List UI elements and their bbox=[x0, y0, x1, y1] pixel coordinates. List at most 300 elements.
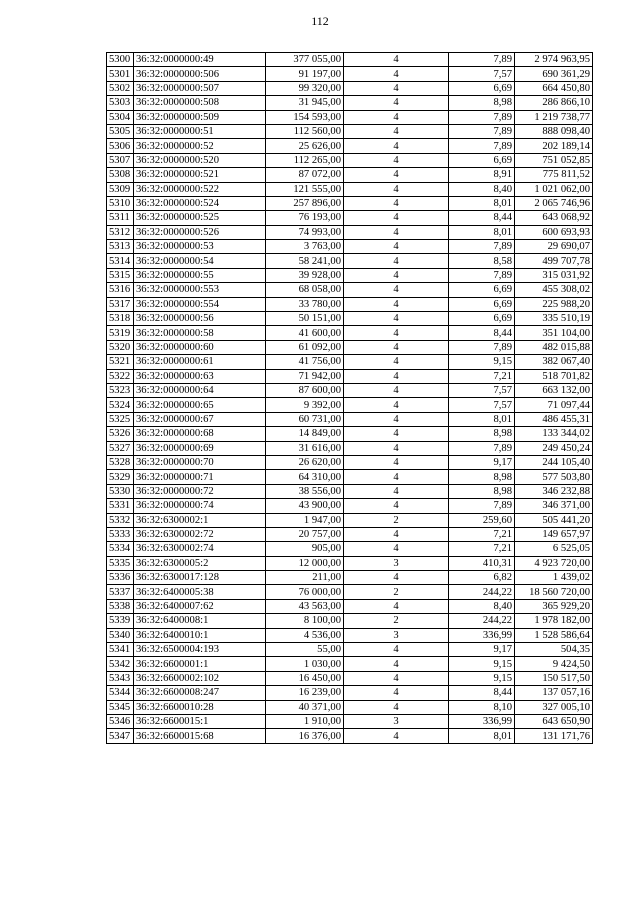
value-cell: 249 450,24 bbox=[515, 441, 593, 455]
row-number-cell: 5330 bbox=[107, 484, 134, 498]
value-cell: 775 811,52 bbox=[515, 168, 593, 182]
area-cell: 112 560,00 bbox=[266, 124, 344, 138]
table-row bbox=[107, 671, 593, 685]
rate-cell: 8,44 bbox=[449, 211, 515, 225]
table-row bbox=[107, 527, 593, 541]
cadastral-number-cell: 36:32:0000000:521 bbox=[134, 168, 266, 182]
group-cell: 4 bbox=[344, 355, 449, 369]
row-number-cell: 5312 bbox=[107, 225, 134, 239]
area-cell: 26 620,00 bbox=[266, 455, 344, 469]
value-cell: 499 707,78 bbox=[515, 254, 593, 268]
group-cell: 4 bbox=[344, 398, 449, 412]
rate-cell: 7,89 bbox=[449, 240, 515, 254]
row-number-cell: 5310 bbox=[107, 196, 134, 210]
row-number-cell: 5332 bbox=[107, 513, 134, 527]
cadastral-number-cell: 36:32:0000000:72 bbox=[134, 484, 266, 498]
area-cell: 257 896,00 bbox=[266, 196, 344, 210]
value-cell: 2 065 746,96 bbox=[515, 196, 593, 210]
rate-cell: 336,99 bbox=[449, 628, 515, 642]
cadastral-number-cell: 36:32:0000000:58 bbox=[134, 326, 266, 340]
table-row bbox=[107, 599, 593, 613]
table-row bbox=[107, 196, 593, 210]
cadastral-number-cell: 36:32:6600008:247 bbox=[134, 686, 266, 700]
area-cell: 1 910,00 bbox=[266, 714, 344, 728]
cadastral-number-cell: 36:32:0000000:65 bbox=[134, 398, 266, 412]
rate-cell: 6,69 bbox=[449, 297, 515, 311]
rate-cell: 8,01 bbox=[449, 225, 515, 239]
group-cell: 4 bbox=[344, 326, 449, 340]
table-row bbox=[107, 139, 593, 153]
group-cell: 2 bbox=[344, 585, 449, 599]
cadastral-number-cell: 36:32:6500004:193 bbox=[134, 643, 266, 657]
rate-cell: 7,57 bbox=[449, 383, 515, 397]
area-cell: 121 555,00 bbox=[266, 182, 344, 196]
value-cell: 663 132,00 bbox=[515, 383, 593, 397]
row-number-cell: 5327 bbox=[107, 441, 134, 455]
cadastral-number-cell: 36:32:0000000:522 bbox=[134, 182, 266, 196]
value-cell: 505 441,20 bbox=[515, 513, 593, 527]
group-cell: 4 bbox=[344, 499, 449, 513]
value-cell: 486 455,31 bbox=[515, 412, 593, 426]
cadastral-number-cell: 36:32:0000000:509 bbox=[134, 110, 266, 124]
value-cell: 4 923 720,00 bbox=[515, 556, 593, 570]
group-cell: 4 bbox=[344, 441, 449, 455]
rate-cell: 8,98 bbox=[449, 427, 515, 441]
row-number-cell: 5325 bbox=[107, 412, 134, 426]
rate-cell: 7,57 bbox=[449, 398, 515, 412]
value-cell: 9 424,50 bbox=[515, 657, 593, 671]
row-number-cell: 5304 bbox=[107, 110, 134, 124]
group-cell: 4 bbox=[344, 700, 449, 714]
group-cell: 4 bbox=[344, 312, 449, 326]
table-row bbox=[107, 312, 593, 326]
cadastral-number-cell: 36:32:0000000:508 bbox=[134, 96, 266, 110]
cadastral-number-cell: 36:32:6300002:1 bbox=[134, 513, 266, 527]
table-row bbox=[107, 340, 593, 354]
area-cell: 211,00 bbox=[266, 571, 344, 585]
cadastral-number-cell: 36:32:0000000:520 bbox=[134, 153, 266, 167]
table-row bbox=[107, 499, 593, 513]
value-cell: 1 021 062,00 bbox=[515, 182, 593, 196]
group-cell: 4 bbox=[344, 369, 449, 383]
table-row bbox=[107, 470, 593, 484]
cadastral-number-cell: 36:32:0000000:553 bbox=[134, 283, 266, 297]
rate-cell: 8,01 bbox=[449, 729, 515, 743]
cadastral-number-cell: 36:32:0000000:70 bbox=[134, 455, 266, 469]
group-cell: 4 bbox=[344, 110, 449, 124]
area-cell: 41 600,00 bbox=[266, 326, 344, 340]
group-cell: 4 bbox=[344, 168, 449, 182]
table-row bbox=[107, 455, 593, 469]
rate-cell: 7,89 bbox=[449, 441, 515, 455]
table-row bbox=[107, 427, 593, 441]
row-number-cell: 5329 bbox=[107, 470, 134, 484]
area-cell: 58 241,00 bbox=[266, 254, 344, 268]
group-cell: 4 bbox=[344, 254, 449, 268]
value-cell: 1 219 738,77 bbox=[515, 110, 593, 124]
rate-cell: 8,98 bbox=[449, 96, 515, 110]
area-cell: 87 600,00 bbox=[266, 383, 344, 397]
area-cell: 43 563,00 bbox=[266, 599, 344, 613]
table-row bbox=[107, 153, 593, 167]
group-cell: 4 bbox=[344, 470, 449, 484]
rate-cell: 9,17 bbox=[449, 455, 515, 469]
area-cell: 112 265,00 bbox=[266, 153, 344, 167]
table-row bbox=[107, 96, 593, 110]
table-row bbox=[107, 628, 593, 642]
table-row bbox=[107, 211, 593, 225]
group-cell: 4 bbox=[344, 686, 449, 700]
row-number-cell: 5339 bbox=[107, 614, 134, 628]
group-cell: 3 bbox=[344, 556, 449, 570]
row-number-cell: 5308 bbox=[107, 168, 134, 182]
row-number-cell: 5323 bbox=[107, 383, 134, 397]
rate-cell: 410,31 bbox=[449, 556, 515, 570]
value-cell: 202 189,14 bbox=[515, 139, 593, 153]
group-cell: 4 bbox=[344, 643, 449, 657]
table-row bbox=[107, 729, 593, 743]
table-row bbox=[107, 585, 593, 599]
rate-cell: 8,98 bbox=[449, 484, 515, 498]
cadastral-number-cell: 36:32:0000000:53 bbox=[134, 240, 266, 254]
area-cell: 25 626,00 bbox=[266, 139, 344, 153]
row-number-cell: 5331 bbox=[107, 499, 134, 513]
cadastral-number-cell: 36:32:0000000:56 bbox=[134, 312, 266, 326]
cadastral-number-cell: 36:32:6400007:62 bbox=[134, 599, 266, 613]
row-number-cell: 5337 bbox=[107, 585, 134, 599]
rate-cell: 7,57 bbox=[449, 67, 515, 81]
table-row bbox=[107, 283, 593, 297]
group-cell: 4 bbox=[344, 211, 449, 225]
cadastral-number-cell: 36:32:6300002:72 bbox=[134, 527, 266, 541]
rate-cell: 8,44 bbox=[449, 326, 515, 340]
row-number-cell: 5300 bbox=[107, 53, 134, 67]
area-cell: 38 556,00 bbox=[266, 484, 344, 498]
area-cell: 64 310,00 bbox=[266, 470, 344, 484]
cadastral-number-cell: 36:32:0000000:63 bbox=[134, 369, 266, 383]
value-cell: 225 988,20 bbox=[515, 297, 593, 311]
area-cell: 99 320,00 bbox=[266, 81, 344, 95]
table-row bbox=[107, 225, 593, 239]
row-number-cell: 5305 bbox=[107, 124, 134, 138]
area-cell: 905,00 bbox=[266, 542, 344, 556]
group-cell: 4 bbox=[344, 599, 449, 613]
cadastral-number-cell: 36:32:6300002:74 bbox=[134, 542, 266, 556]
group-cell: 4 bbox=[344, 124, 449, 138]
table-row bbox=[107, 297, 593, 311]
value-cell: 888 098,40 bbox=[515, 124, 593, 138]
group-cell: 3 bbox=[344, 628, 449, 642]
area-cell: 76 193,00 bbox=[266, 211, 344, 225]
row-number-cell: 5346 bbox=[107, 714, 134, 728]
value-cell: 1 528 586,64 bbox=[515, 628, 593, 642]
rate-cell: 336,99 bbox=[449, 714, 515, 728]
table-row bbox=[107, 484, 593, 498]
row-number-cell: 5338 bbox=[107, 599, 134, 613]
cadastral-number-cell: 36:32:6400005:38 bbox=[134, 585, 266, 599]
cadastral-number-cell: 36:32:0000000:55 bbox=[134, 268, 266, 282]
rate-cell: 9,17 bbox=[449, 643, 515, 657]
rate-cell: 244,22 bbox=[449, 585, 515, 599]
cadastral-number-cell: 36:32:0000000:525 bbox=[134, 211, 266, 225]
page-number: 112 bbox=[311, 14, 329, 28]
cadastral-number-cell: 36:32:0000000:67 bbox=[134, 412, 266, 426]
rate-cell: 6,82 bbox=[449, 571, 515, 585]
area-cell: 33 780,00 bbox=[266, 297, 344, 311]
cadastral-number-cell: 36:32:6600010:28 bbox=[134, 700, 266, 714]
value-cell: 1 978 182,00 bbox=[515, 614, 593, 628]
row-number-cell: 5302 bbox=[107, 81, 134, 95]
rate-cell: 7,89 bbox=[449, 53, 515, 67]
area-cell: 8 100,00 bbox=[266, 614, 344, 628]
cadastral-number-cell: 36:32:0000000:506 bbox=[134, 67, 266, 81]
group-cell: 4 bbox=[344, 225, 449, 239]
cadastral-number-cell: 36:32:0000000:524 bbox=[134, 196, 266, 210]
value-cell: 71 097,44 bbox=[515, 398, 593, 412]
row-number-cell: 5321 bbox=[107, 355, 134, 369]
rate-cell: 6,69 bbox=[449, 283, 515, 297]
cadastral-number-cell: 36:32:6300017:128 bbox=[134, 571, 266, 585]
group-cell: 4 bbox=[344, 268, 449, 282]
area-cell: 16 376,00 bbox=[266, 729, 344, 743]
group-cell: 4 bbox=[344, 527, 449, 541]
table-row bbox=[107, 614, 593, 628]
value-cell: 643 650,90 bbox=[515, 714, 593, 728]
cadastral-number-cell: 36:32:0000000:74 bbox=[134, 499, 266, 513]
row-number-cell: 5322 bbox=[107, 369, 134, 383]
value-cell: 346 371,00 bbox=[515, 499, 593, 513]
rate-cell: 7,21 bbox=[449, 527, 515, 541]
row-number-cell: 5320 bbox=[107, 340, 134, 354]
table-row bbox=[107, 398, 593, 412]
area-cell: 74 993,00 bbox=[266, 225, 344, 239]
row-number-cell: 5318 bbox=[107, 312, 134, 326]
cadastral-number-cell: 36:32:6600015:68 bbox=[134, 729, 266, 743]
rate-cell: 7,89 bbox=[449, 268, 515, 282]
cadastral-number-cell: 36:32:6600001:1 bbox=[134, 657, 266, 671]
rate-cell: 8,40 bbox=[449, 182, 515, 196]
area-cell: 71 942,00 bbox=[266, 369, 344, 383]
cadastral-number-cell: 36:32:0000000:52 bbox=[134, 139, 266, 153]
table-row bbox=[107, 686, 593, 700]
table-row bbox=[107, 124, 593, 138]
group-cell: 4 bbox=[344, 96, 449, 110]
row-number-cell: 5309 bbox=[107, 182, 134, 196]
area-cell: 4 536,00 bbox=[266, 628, 344, 642]
value-cell: 643 068,92 bbox=[515, 211, 593, 225]
row-number-cell: 5319 bbox=[107, 326, 134, 340]
table-row bbox=[107, 182, 593, 196]
table-row bbox=[107, 355, 593, 369]
group-cell: 4 bbox=[344, 196, 449, 210]
row-number-cell: 5344 bbox=[107, 686, 134, 700]
group-cell: 4 bbox=[344, 729, 449, 743]
area-cell: 12 000,00 bbox=[266, 556, 344, 570]
cadastral-number-cell: 36:32:0000000:507 bbox=[134, 81, 266, 95]
value-cell: 244 105,40 bbox=[515, 455, 593, 469]
row-number-cell: 5316 bbox=[107, 283, 134, 297]
value-cell: 6 525,05 bbox=[515, 542, 593, 556]
table-row bbox=[107, 67, 593, 81]
value-cell: 29 690,07 bbox=[515, 240, 593, 254]
row-number-cell: 5334 bbox=[107, 542, 134, 556]
table-row bbox=[107, 110, 593, 124]
table-row bbox=[107, 369, 593, 383]
value-cell: 455 308,02 bbox=[515, 283, 593, 297]
area-cell: 39 928,00 bbox=[266, 268, 344, 282]
table-body bbox=[107, 53, 593, 744]
value-cell: 315 031,92 bbox=[515, 268, 593, 282]
group-cell: 4 bbox=[344, 412, 449, 426]
area-cell: 31 945,00 bbox=[266, 96, 344, 110]
rate-cell: 8,44 bbox=[449, 686, 515, 700]
row-number-cell: 5345 bbox=[107, 700, 134, 714]
cadastral-number-cell: 36:32:0000000:51 bbox=[134, 124, 266, 138]
area-cell: 154 593,00 bbox=[266, 110, 344, 124]
rate-cell: 7,89 bbox=[449, 110, 515, 124]
rate-cell: 6,69 bbox=[449, 312, 515, 326]
value-cell: 351 104,00 bbox=[515, 326, 593, 340]
group-cell: 4 bbox=[344, 182, 449, 196]
row-number-cell: 5333 bbox=[107, 527, 134, 541]
table-row bbox=[107, 268, 593, 282]
value-cell: 335 510,19 bbox=[515, 312, 593, 326]
value-cell: 150 517,50 bbox=[515, 671, 593, 685]
row-number-cell: 5306 bbox=[107, 139, 134, 153]
group-cell: 4 bbox=[344, 542, 449, 556]
row-number-cell: 5342 bbox=[107, 657, 134, 671]
group-cell: 4 bbox=[344, 67, 449, 81]
value-cell: 600 693,93 bbox=[515, 225, 593, 239]
value-cell: 664 450,80 bbox=[515, 81, 593, 95]
table-row bbox=[107, 513, 593, 527]
group-cell: 4 bbox=[344, 297, 449, 311]
row-number-cell: 5340 bbox=[107, 628, 134, 642]
value-cell: 137 057,16 bbox=[515, 686, 593, 700]
row-number-cell: 5347 bbox=[107, 729, 134, 743]
value-cell: 382 067,40 bbox=[515, 355, 593, 369]
value-cell: 504,35 bbox=[515, 643, 593, 657]
cadastral-number-cell: 36:32:0000000:60 bbox=[134, 340, 266, 354]
cadastral-number-cell: 36:32:0000000:64 bbox=[134, 383, 266, 397]
area-cell: 60 731,00 bbox=[266, 412, 344, 426]
value-cell: 751 052,85 bbox=[515, 153, 593, 167]
rate-cell: 6,69 bbox=[449, 153, 515, 167]
area-cell: 16 239,00 bbox=[266, 686, 344, 700]
cadastral-number-cell: 36:32:0000000:49 bbox=[134, 53, 266, 67]
area-cell: 1 947,00 bbox=[266, 513, 344, 527]
value-cell: 18 560 720,00 bbox=[515, 585, 593, 599]
row-number-cell: 5313 bbox=[107, 240, 134, 254]
table-row bbox=[107, 700, 593, 714]
value-cell: 365 929,20 bbox=[515, 599, 593, 613]
area-cell: 50 151,00 bbox=[266, 312, 344, 326]
value-cell: 482 015,88 bbox=[515, 340, 593, 354]
value-cell: 131 171,76 bbox=[515, 729, 593, 743]
cadastral-number-cell: 36:32:6400008:1 bbox=[134, 614, 266, 628]
rate-cell: 7,89 bbox=[449, 139, 515, 153]
area-cell: 14 849,00 bbox=[266, 427, 344, 441]
area-cell: 377 055,00 bbox=[266, 53, 344, 67]
value-cell: 518 701,82 bbox=[515, 369, 593, 383]
area-cell: 41 756,00 bbox=[266, 355, 344, 369]
rate-cell: 6,69 bbox=[449, 81, 515, 95]
group-cell: 4 bbox=[344, 571, 449, 585]
area-cell: 16 450,00 bbox=[266, 671, 344, 685]
rate-cell: 8,01 bbox=[449, 196, 515, 210]
row-number-cell: 5335 bbox=[107, 556, 134, 570]
group-cell: 3 bbox=[344, 714, 449, 728]
cadastral-number-cell: 36:32:0000000:54 bbox=[134, 254, 266, 268]
table-row bbox=[107, 412, 593, 426]
area-cell: 76 000,00 bbox=[266, 585, 344, 599]
table-row bbox=[107, 168, 593, 182]
row-number-cell: 5341 bbox=[107, 643, 134, 657]
table-row bbox=[107, 383, 593, 397]
row-number-cell: 5303 bbox=[107, 96, 134, 110]
rate-cell: 7,21 bbox=[449, 369, 515, 383]
value-cell: 133 344,02 bbox=[515, 427, 593, 441]
value-cell: 346 232,88 bbox=[515, 484, 593, 498]
area-cell: 87 072,00 bbox=[266, 168, 344, 182]
value-cell: 149 657,97 bbox=[515, 527, 593, 541]
table-row bbox=[107, 714, 593, 728]
row-number-cell: 5336 bbox=[107, 571, 134, 585]
area-cell: 55,00 bbox=[266, 643, 344, 657]
group-cell: 4 bbox=[344, 153, 449, 167]
table-row bbox=[107, 657, 593, 671]
rate-cell: 8,58 bbox=[449, 254, 515, 268]
rate-cell: 7,89 bbox=[449, 124, 515, 138]
value-cell: 1 439,02 bbox=[515, 571, 593, 585]
value-cell: 577 503,80 bbox=[515, 470, 593, 484]
table-row bbox=[107, 643, 593, 657]
area-cell: 91 197,00 bbox=[266, 67, 344, 81]
cadastral-number-cell: 36:32:0000000:526 bbox=[134, 225, 266, 239]
row-number-cell: 5315 bbox=[107, 268, 134, 282]
rate-cell: 9,15 bbox=[449, 355, 515, 369]
table-row bbox=[107, 240, 593, 254]
cadastral-number-cell: 36:32:6600002:102 bbox=[134, 671, 266, 685]
cadastral-number-cell: 36:32:0000000:68 bbox=[134, 427, 266, 441]
table-row bbox=[107, 53, 593, 67]
row-number-cell: 5324 bbox=[107, 398, 134, 412]
group-cell: 4 bbox=[344, 53, 449, 67]
row-number-cell: 5343 bbox=[107, 671, 134, 685]
cadastral-value-table bbox=[106, 52, 593, 744]
area-cell: 1 030,00 bbox=[266, 657, 344, 671]
table-row bbox=[107, 81, 593, 95]
value-cell: 690 361,29 bbox=[515, 67, 593, 81]
area-cell: 68 058,00 bbox=[266, 283, 344, 297]
rate-cell: 7,21 bbox=[449, 542, 515, 556]
area-cell: 9 392,00 bbox=[266, 398, 344, 412]
area-cell: 3 763,00 bbox=[266, 240, 344, 254]
group-cell: 4 bbox=[344, 671, 449, 685]
area-cell: 20 757,00 bbox=[266, 527, 344, 541]
row-number-cell: 5307 bbox=[107, 153, 134, 167]
rate-cell: 8,91 bbox=[449, 168, 515, 182]
group-cell: 4 bbox=[344, 340, 449, 354]
value-cell: 327 005,10 bbox=[515, 700, 593, 714]
group-cell: 4 bbox=[344, 81, 449, 95]
row-number-cell: 5326 bbox=[107, 427, 134, 441]
cadastral-number-cell: 36:32:6300005:2 bbox=[134, 556, 266, 570]
group-cell: 4 bbox=[344, 240, 449, 254]
group-cell: 4 bbox=[344, 383, 449, 397]
group-cell: 4 bbox=[344, 657, 449, 671]
cadastral-number-cell: 36:32:0000000:61 bbox=[134, 355, 266, 369]
